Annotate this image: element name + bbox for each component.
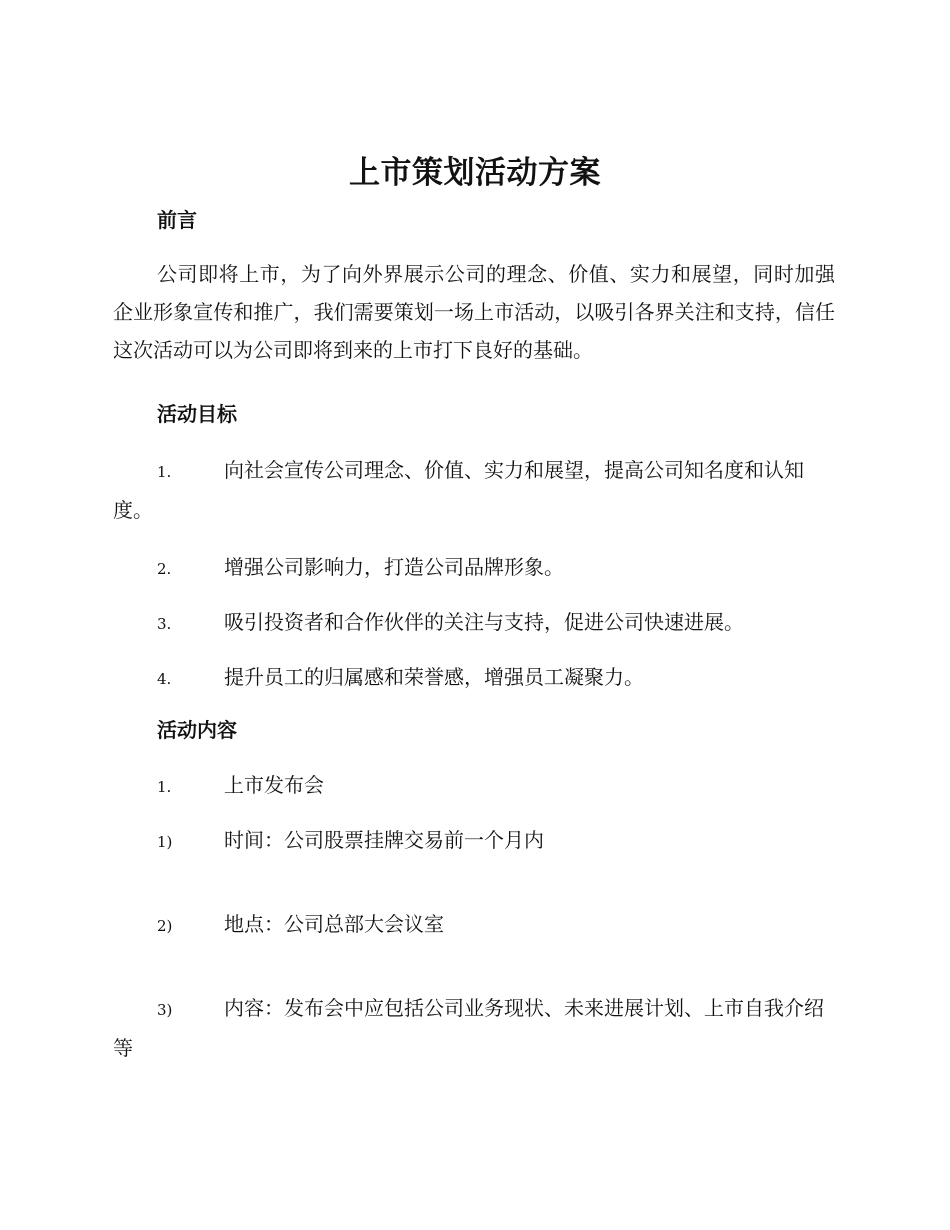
content-subitem (113, 989, 835, 1067)
list-text: 时间：公司股票挂牌交易前一个月内 (224, 828, 544, 852)
goal-item (113, 603, 835, 643)
content-subitem (113, 821, 835, 861)
list-number: 1) (157, 833, 173, 851)
section-heading-content: 活动内容 (157, 718, 237, 742)
preface-paragraph: 公司即将上市，为了向外界展示公司的理念、价值、实力和展望，同时加强企业形象宣传和推广，我们需要策划一场上市活动，以吸引各界关注和支持，信任这次活动可以为公司即将到来的上市打下良好的基础。 (113, 262, 835, 362)
list-number: 1. (157, 778, 172, 796)
list-number: 1. (157, 463, 172, 481)
list-number: 3) (157, 1001, 173, 1019)
list-number: 4. (157, 670, 172, 688)
list-text: 上市发布会 (224, 773, 324, 797)
list-text: 内容：发布会中应包括公司业务现状、未来进展计划、上市自我介绍等 (113, 996, 824, 1060)
goal-item (113, 548, 835, 588)
document-title: 上市策划活动方案 (349, 155, 601, 191)
goal-item (113, 658, 835, 698)
content-item (113, 766, 835, 806)
list-number: 3. (157, 615, 172, 633)
section-heading-goals: 活动目标 (157, 402, 237, 426)
list-number: 2. (157, 560, 172, 578)
section-heading-preface: 前言 (157, 208, 197, 232)
list-number: 2) (157, 917, 173, 935)
list-text: 吸引投资者和合作伙伴的关注与支持，促进公司快速进展。 (224, 610, 744, 634)
goal-item (113, 451, 835, 529)
list-text: 地点：公司总部大会议室 (224, 912, 444, 936)
list-text: 向社会宣传公司理念、价值、实力和展望，提高公司知名度和认知度。 (113, 458, 804, 522)
list-text: 提升员工的归属感和荣誉感，增强员工凝聚力。 (224, 665, 644, 689)
list-text: 增强公司影响力，打造公司品牌形象。 (224, 555, 564, 579)
content-subitem (113, 905, 835, 945)
